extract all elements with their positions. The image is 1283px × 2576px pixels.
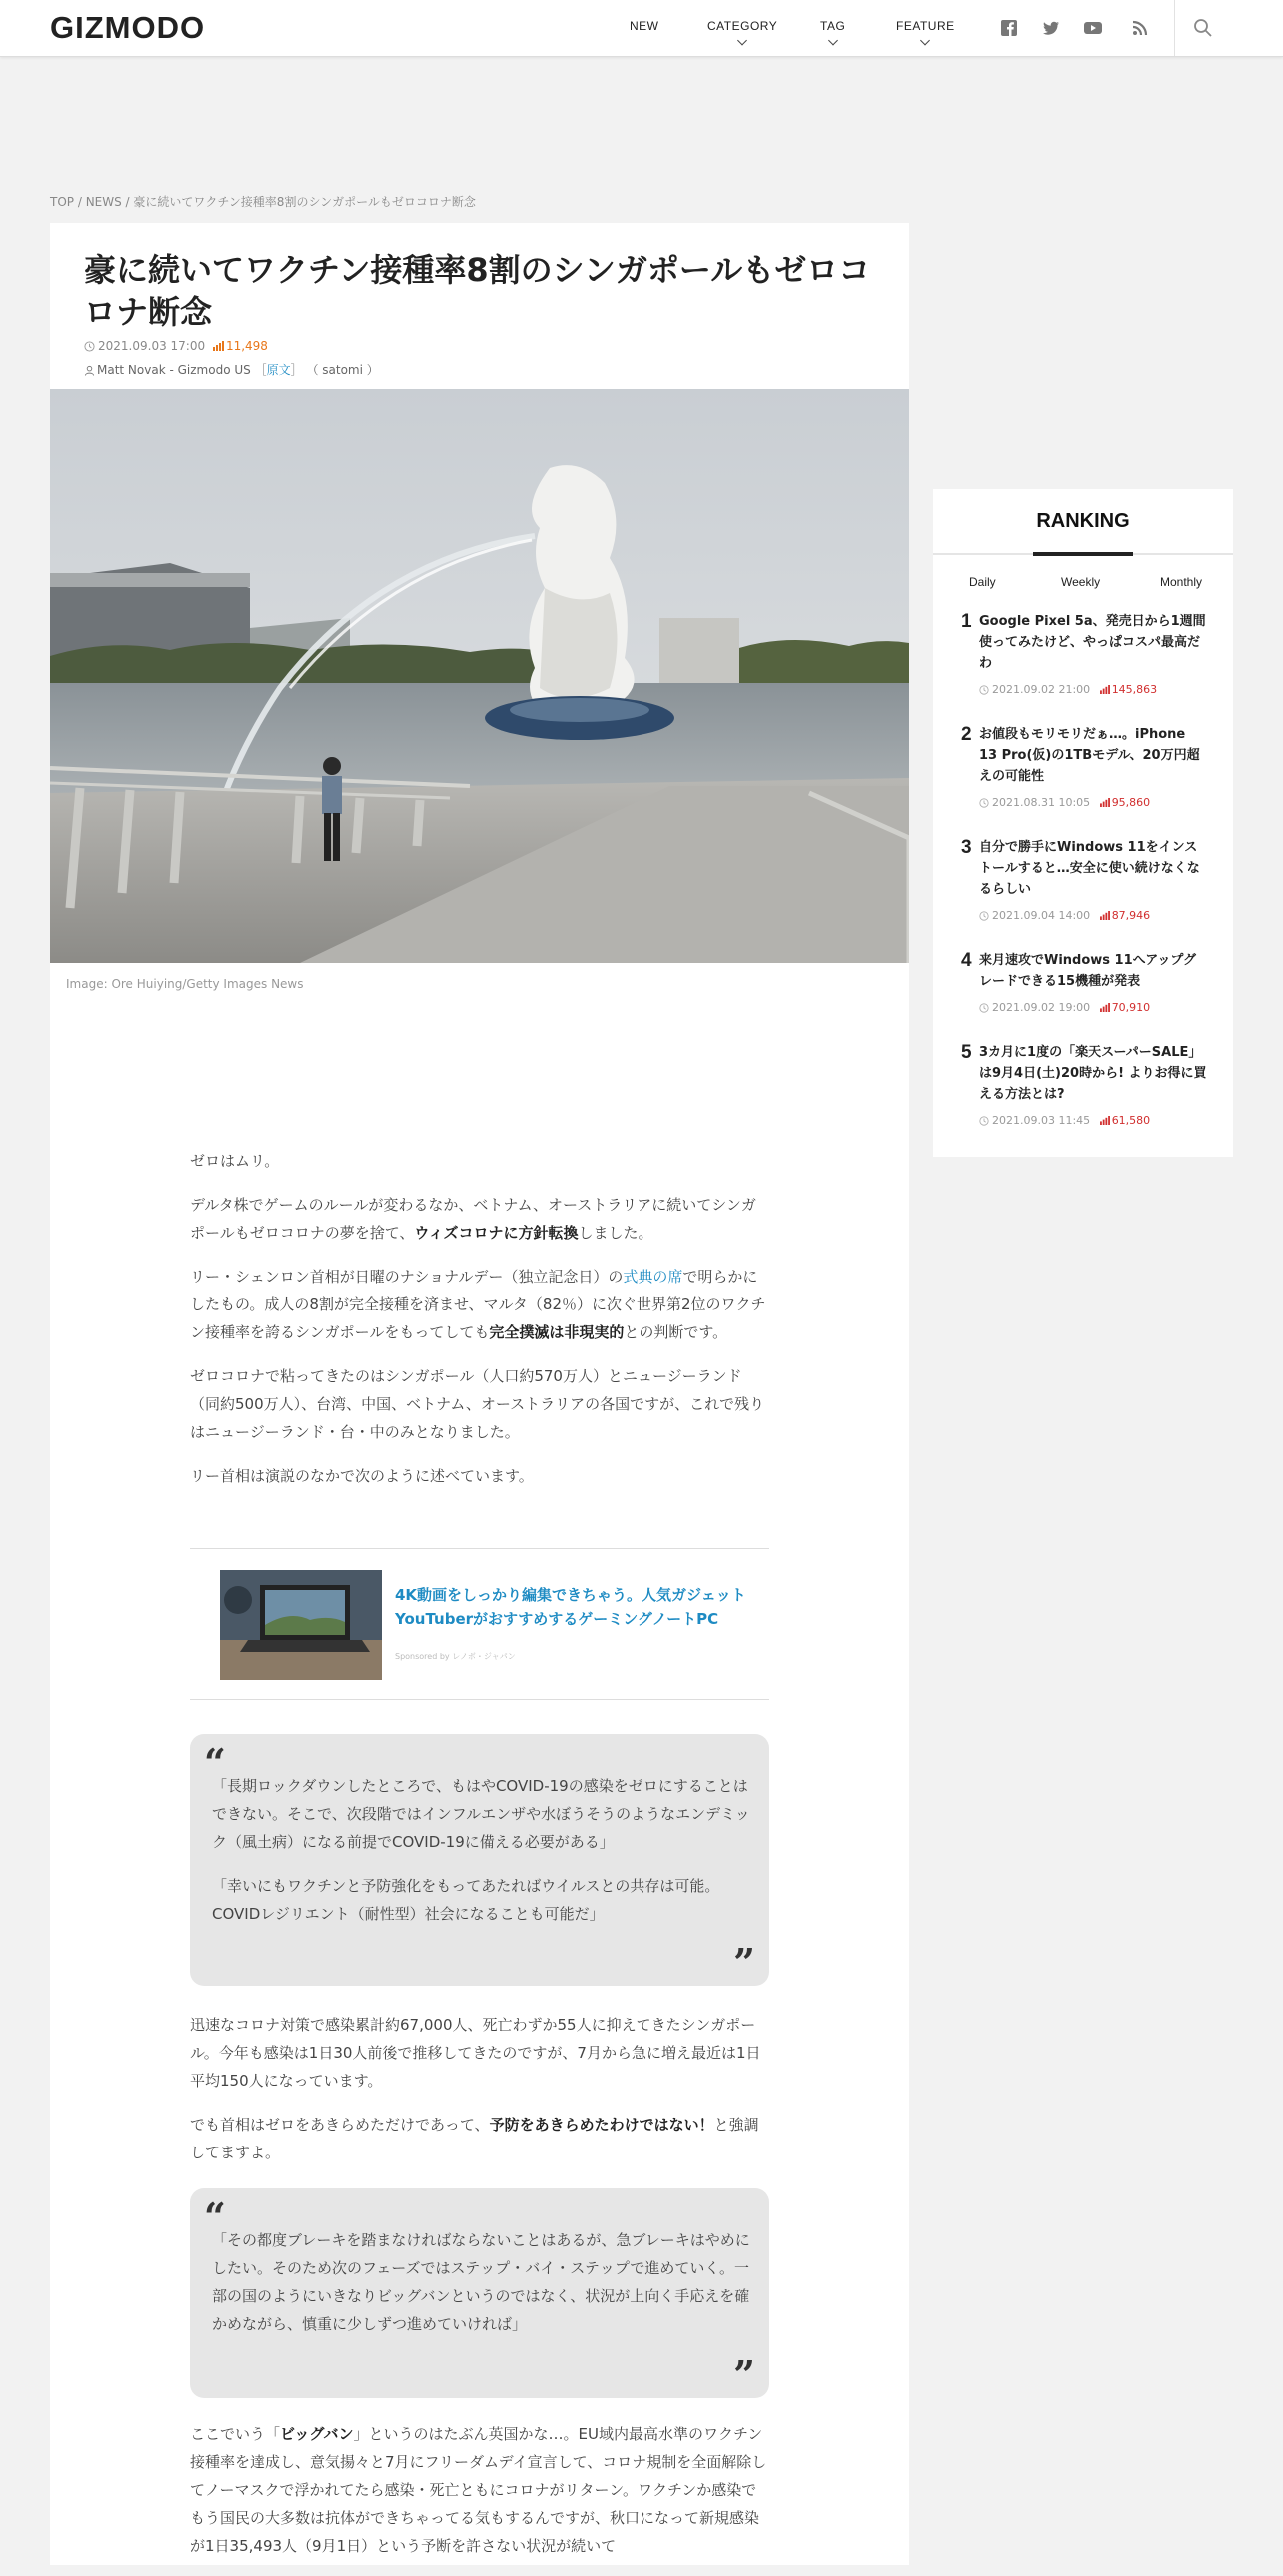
ranking-item[interactable] <box>961 724 1211 824</box>
views-bar-icon <box>213 341 224 351</box>
quote-close-icon: ” <box>733 1940 755 1985</box>
ranking-date: 2021.09.02 21:00 <box>992 683 1091 696</box>
original-article-link[interactable]: 原文 <box>266 363 291 377</box>
clock-icon <box>979 911 989 921</box>
ranking-meta <box>979 1001 1150 1014</box>
clock-icon <box>979 798 989 808</box>
ranking-title[interactable]: 来月速攻でWindows 11へアップグレードできる15機種が発表 <box>979 953 1196 989</box>
nav-new[interactable]: NEW <box>630 19 659 33</box>
paragraph: リー・シェンロン首相が日曜のナショナルデー（独立記念日）の式典の席で明らかにしたもの。成人の8割が完全接種を済ませ、マルタ（82％）に次ぐ世界第2位のワクチン接種率を誇るシンガポールをもってしても完全撲滅は非現実的との判断です。 <box>190 1268 766 1341</box>
ranking-meta <box>979 683 1157 696</box>
paragraph: でも首相はゼロをあきらめただけであって、予防をあきらめたわけではない！と強調してますよ。 <box>190 2116 759 2161</box>
promo-image[interactable] <box>220 1570 382 1680</box>
ranking-heading: RANKING <box>1036 510 1130 532</box>
ranking-views: 145,863 <box>1100 683 1158 696</box>
ranking-number: 3 <box>961 837 972 858</box>
article-date: 2021.09.03 17:00 <box>98 339 206 353</box>
views-bar-icon <box>1100 685 1110 694</box>
breadcrumb-current: 豪に続いてワクチン接種率8割のシンガポールもゼロコロナ断念 <box>133 195 476 209</box>
sponsored-promo[interactable] <box>190 1548 769 1700</box>
youtube-icon[interactable] <box>1083 18 1103 38</box>
tab-weekly[interactable]: Weekly <box>1061 575 1101 589</box>
laptop-photo <box>220 1570 382 1680</box>
ranking-item[interactable] <box>961 1042 1211 1142</box>
article-card <box>50 223 909 2565</box>
hero-image <box>50 389 909 963</box>
nav-feature[interactable] <box>896 19 955 33</box>
ranking-views: 61,580 <box>1100 1114 1151 1127</box>
ranking-number: 2 <box>961 724 972 745</box>
article-translator[interactable]: satomi <box>322 363 363 377</box>
blockquote <box>190 1734 769 1986</box>
site-logo[interactable]: GIZMODO <box>50 10 206 45</box>
paragraph: デルタ株でゲームのルールが変わるなか、ベトナム、オーストラリアに続いてシンガポールもゼロコロナの夢を捨て、ウィズコロナに方針転換しました。 <box>190 1196 756 1242</box>
clock-icon <box>979 1003 989 1013</box>
merlion-photo <box>50 389 909 963</box>
nav-tag[interactable] <box>820 19 845 33</box>
emphasis-text: ウィズコロナに方針転換 <box>414 1224 579 1242</box>
paragraph: ここでいう「ビッグバン」というのはたぶん英国かな…。EU域内最高水準のワクチン接種率を達成し、意気揚々と7月にフリーダムデイ宣言して、コロナ規制を全面解除してノーマスクで浮かれてたら感染・死亡ともにコロナがリターン。ワクチンか感染でもう国民の大多数は抗体ができちゃってる気もするんですが、秋口になって新規感染が1日35,493人（9月1日）という予断を許さない状況が続いて <box>190 2425 767 2555</box>
ranking-views: 95,860 <box>1100 796 1151 809</box>
nav-tag-label: TAG <box>820 19 846 33</box>
breadcrumb <box>50 193 476 210</box>
rss-icon[interactable] <box>1130 18 1150 38</box>
quote-text <box>212 2226 751 2354</box>
blockquote <box>190 2188 769 2398</box>
quote-paragraph: 「幸いにもワクチンと予防強化をもってあたればウイルスとの共存は可能。COVIDレジリエント（耐性型）社会になることも可能だ」 <box>212 1877 720 1923</box>
paragraph: リー首相は演説のなかで次のように述べています。 <box>190 1467 534 1485</box>
quote-paragraph: 「その都度ブレーキを踏まなければならないことはあるが、急ブレーキはやめにしたい。そのため次のフェーズではステップ・バイ・ステップで進めていく。一部の国のようにいきなりビッグバンというのではなく、状況が上向く手応えを確かめながら、慎重に少しずつ進めていければ」 <box>212 2231 750 2333</box>
tab-monthly[interactable]: Monthly <box>1160 575 1203 589</box>
chevron-down-icon <box>920 36 930 46</box>
site-header <box>0 0 1283 57</box>
promo-sponsor: Sponsored by レノボ・ジャパン <box>395 1652 516 1661</box>
clock-icon <box>84 341 95 352</box>
views-bar-icon <box>1100 1003 1110 1012</box>
views-bar-icon <box>1100 1116 1110 1125</box>
clock-icon <box>979 1116 989 1126</box>
views-bar-icon <box>1100 798 1110 807</box>
article-meta <box>84 339 268 353</box>
ranking-item[interactable] <box>961 950 1211 1030</box>
facebook-icon[interactable] <box>999 18 1019 38</box>
article-body-2 <box>190 2011 769 2182</box>
twitter-icon[interactable] <box>1041 18 1061 38</box>
ranking-number: 4 <box>961 950 972 971</box>
article-title: 豪に続いてワクチン接種率8割のシンガポールもゼロコロナ断念 <box>84 251 871 331</box>
quote-paragraph: 「長期ロックダウンしたところで、もはやCOVID-19の感染をゼロにすることはできない。そこで、次段階ではインフルエンザや水ぼうそうのようなエンデミック（風土病）になる前提でCOVID-19に備える必要がある」 <box>212 1777 750 1851</box>
paragraph: 迅速なコロナ対策で感染累計約67,000人、死亡わずか55人に抑えてきたシンガポール。今年も感染は1日30人前後で推移してきたのですが、7月から急に増え最近は1日平均150人になっています。 <box>190 2016 761 2090</box>
breadcrumb-sep: / <box>121 195 134 209</box>
ranking-item[interactable] <box>961 611 1211 711</box>
ranking-number: 5 <box>961 1042 972 1063</box>
header-divider <box>1174 0 1175 56</box>
quote-open-icon: “ <box>204 1740 226 1785</box>
ranking-active-indicator <box>1033 552 1133 556</box>
paragraph: ゼロコロナで粘ってきたのはシンガポール（人口約570万人）とニュージーランド（同約500万人）、台湾、中国、ベトナム、オーストラリアの各国ですが、これで残りはニュージーランド・台・中のみとなりました。 <box>190 1367 765 1441</box>
emphasis-text: 予防をあきらめたわけではない！ <box>489 2116 714 2134</box>
ranking-title[interactable]: お値段もモリモリだぁ…。iPhone 13 Pro(仮)の1TBモデル、20万円超えの可能性 <box>979 727 1200 784</box>
quote-open-icon: “ <box>204 2194 226 2239</box>
breadcrumb-top[interactable]: TOP <box>50 195 75 209</box>
ranking-widget <box>933 489 1233 1157</box>
nav-category[interactable] <box>707 19 777 33</box>
ranking-meta <box>979 909 1150 922</box>
user-icon <box>84 365 95 376</box>
ranking-title[interactable]: 3カ月に1度の「楽天スーパーSALE」は9月4日(土)20時から! よりお得に買える方法とは? <box>979 1045 1207 1102</box>
ranking-meta <box>979 1114 1150 1127</box>
ranking-date: 2021.09.04 14:00 <box>992 909 1091 922</box>
ranking-number: 1 <box>961 611 972 632</box>
ranking-item[interactable] <box>961 837 1211 937</box>
breadcrumb-news[interactable]: NEWS <box>85 195 122 209</box>
article-views-count: 11,498 <box>225 339 268 353</box>
search-icon[interactable] <box>1191 16 1215 40</box>
promo-title[interactable]: 4K動画をしっかり編集できちゃう。人気ガジェットYouTuberがおすすめするゲーミングノートPC <box>395 1586 746 1628</box>
image-caption: Image: Ore Huiying/Getty Images News <box>66 977 304 991</box>
nav-feature-label: FEATURE <box>896 19 955 33</box>
chevron-down-icon <box>737 36 747 46</box>
emphasis-text: 完全撲滅は非現実的 <box>489 1323 625 1341</box>
ranking-views: 70,910 <box>1100 1001 1151 1014</box>
paragraph: ゼロはムリ。 <box>190 1152 280 1170</box>
ranking-date: 2021.09.03 11:45 <box>992 1114 1091 1127</box>
nav-category-label: CATEGORY <box>707 19 778 33</box>
ranking-date: 2021.08.31 10:05 <box>992 796 1091 809</box>
ranking-meta <box>979 796 1150 809</box>
ranking-date: 2021.09.02 19:00 <box>992 1001 1091 1014</box>
article-body-3 <box>190 2420 769 2576</box>
clock-icon <box>979 685 989 695</box>
ranking-views: 87,946 <box>1100 909 1151 922</box>
tab-daily[interactable]: Daily <box>969 575 996 589</box>
article-author[interactable]: Matt Novak - Gizmodo US <box>97 363 251 377</box>
ranking-title[interactable]: Google Pixel 5a、発売日から1週間使ってみたけど、やっぱコスパ最高だわ <box>979 614 1206 671</box>
breadcrumb-sep: / <box>74 195 86 209</box>
quote-text <box>212 1772 751 1944</box>
emphasis-text: ビッグバン <box>280 2425 354 2443</box>
views-bar-icon <box>1100 911 1110 920</box>
chevron-down-icon <box>828 36 838 46</box>
article-byline: Matt Novak - Gizmodo US ［原文］ （ satomi ） <box>84 361 379 378</box>
inline-link[interactable]: 式典の席 <box>623 1268 683 1286</box>
article-body-1 <box>190 1147 769 1506</box>
article-views <box>213 339 268 353</box>
ranking-title[interactable]: 自分で勝手にWindows 11をインストールすると…安全に使い続けなくなるらしい <box>979 840 1200 897</box>
quote-close-icon: ” <box>733 2352 755 2397</box>
